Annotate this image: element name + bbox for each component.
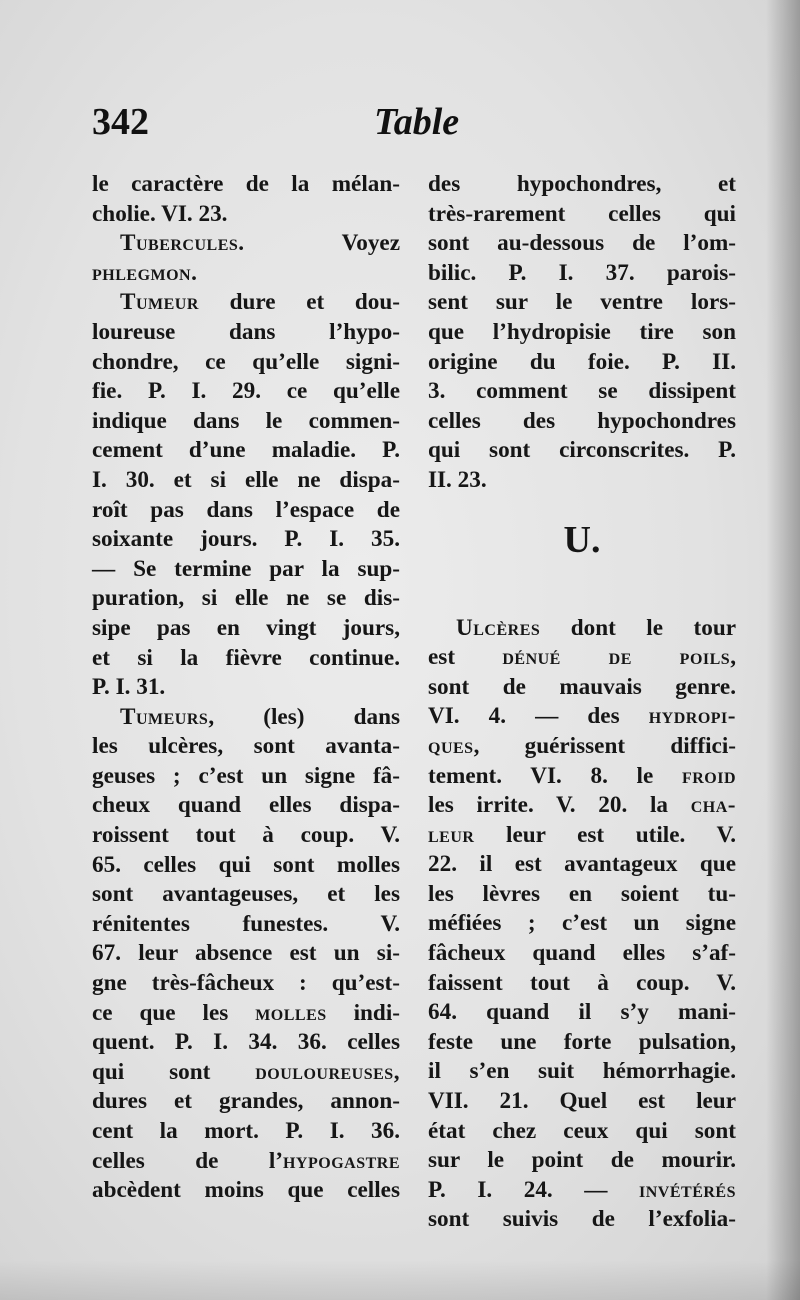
text-line: sur le point de mourir. — [428, 1147, 736, 1174]
text-line — [428, 1176, 736, 1206]
text-fragment: tement. VI. 8. le — [428, 762, 682, 789]
entry-headword: Ulcères — [456, 614, 541, 641]
text-line — [92, 259, 400, 289]
text-line: cholie. VI. 23. — [92, 200, 228, 227]
text-line: geuses ; c’est un signe fâ- — [92, 762, 400, 789]
text-line: 67. leur absence est un si- — [92, 940, 400, 967]
text-line: fie. P. I. 29. ce qu’elle — [92, 378, 400, 405]
text-line: I. 30. et si elle ne dispa- — [92, 466, 400, 493]
section-spacer — [428, 584, 736, 614]
text-line — [92, 999, 400, 1029]
text-line: sont avantageuses, et les — [92, 881, 400, 908]
text-line: faissent tout à coup. V. — [428, 969, 736, 996]
text-fragment: , guérissent diffici- — [473, 732, 736, 759]
text-fragment: , — [730, 644, 736, 671]
text-line — [428, 791, 736, 821]
text-line: sent sur le ventre lors- — [428, 289, 736, 316]
text-line — [92, 1147, 400, 1177]
text-line: que l’hydropisie tire son — [428, 318, 736, 345]
entry-text: dure et dou- — [198, 289, 400, 316]
index-entry-tumeurs — [92, 703, 400, 733]
text-line: 3. comment se dissipent — [428, 378, 736, 405]
text-line: cement d’une maladie. P. — [92, 437, 400, 464]
text-line: et si la fièvre continue. — [92, 644, 400, 671]
text-line — [428, 732, 736, 762]
emphasized-term: hypogastre — [282, 1147, 400, 1174]
text-line: puration, si elle ne se dis- — [92, 585, 400, 612]
text-line: sont de mauvais genre. — [428, 673, 736, 700]
entry-text: , (les) dans — [208, 703, 400, 730]
text-fragment: est — [428, 644, 503, 671]
text-line — [428, 762, 736, 792]
page-number: 342 — [92, 101, 149, 143]
text-line: le caractère de la mélan- — [92, 171, 400, 197]
text-line: fâcheux quand elles s’af- — [428, 940, 736, 967]
text-line: cheux quand elles dispa- — [92, 792, 400, 819]
text-line: dures et grandes, annon- — [92, 1088, 400, 1115]
entry-text: Voyez — [244, 230, 400, 257]
text-line: très-rarement celles qui — [428, 200, 736, 227]
text-line: quent. P. I. 34. 36. celles — [92, 1029, 400, 1056]
text-line: feste une forte pulsation, — [428, 1028, 736, 1055]
text-fragment: celles de l’ — [92, 1147, 283, 1174]
text-line: P. I. 31. — [92, 674, 166, 701]
text-line: roît pas dans l’espace de — [92, 496, 400, 523]
text-fragment: indi- — [326, 999, 400, 1026]
text-line: les lèvres en soient tu- — [428, 880, 736, 907]
text-line: gne très-fâcheux : qu’est- — [92, 970, 400, 997]
text-line: origine du foie. P. II. — [428, 348, 736, 375]
emphasized-term: froid — [681, 762, 736, 789]
text-line: 64. quand il s’y mani- — [428, 999, 736, 1026]
text-line: il s’en suit hémorrhagie. — [428, 1058, 736, 1085]
emphasized-term: invétérés — [639, 1176, 736, 1203]
text-line: rénitentes funestes. V. — [92, 910, 400, 937]
text-line: 65. celles qui sont molles — [92, 851, 400, 878]
entry-text: dont le tour — [540, 614, 736, 641]
emphasized-term: molles — [255, 999, 327, 1026]
text-line: les ulcères, sont avanta- — [92, 733, 400, 760]
emphasized-term: cha- — [690, 792, 736, 819]
text-line — [428, 702, 736, 732]
text-line: sont suivis de l’exfolia- — [428, 1206, 736, 1233]
text-line: bilic. P. I. 37. parois- — [428, 259, 736, 286]
text-line: qui sont circonscrites. P. — [428, 437, 736, 464]
entry-headword: Tubercules. — [120, 230, 245, 257]
page-gutter-shadow — [766, 0, 800, 1300]
right-column — [428, 170, 736, 1235]
text-fragment: ce que les — [92, 999, 256, 1026]
text-line: sipe pas en vingt jours, — [92, 614, 400, 641]
text-fragment: qui sont — [92, 1058, 256, 1085]
text-fragment: les irrite. V. 20. la — [428, 792, 691, 819]
text-line: méfiées ; c’est un signe — [428, 910, 736, 937]
text-line: indique dans le commen- — [92, 407, 400, 434]
running-header — [92, 100, 742, 150]
text-line: celles des hypochondres — [428, 407, 736, 434]
left-column — [92, 170, 400, 1206]
cross-reference: phlegmon. — [92, 259, 198, 286]
text-line: des hypochondres, et — [428, 171, 736, 197]
text-line — [92, 1058, 400, 1088]
text-line: soixante jours. P. I. 35. — [92, 526, 400, 553]
emphasized-term: hydropi- — [648, 703, 736, 730]
text-line: chondre, ce qu’elle signi- — [92, 348, 400, 375]
text-line: 22. il est avantageux que — [428, 851, 736, 878]
text-fragment: VI. 4. — des — [428, 703, 649, 730]
text-line: cent la mort. P. I. 36. — [92, 1118, 400, 1144]
entry-headword: Tumeurs — [120, 703, 209, 730]
index-entry-tubercules — [92, 229, 400, 259]
section-letter-heading: U. — [563, 518, 601, 561]
emphasized-term: dénué de poils — [502, 644, 731, 671]
text-line — [428, 643, 736, 673]
text-line: — Se termine par la sup- — [92, 555, 400, 582]
text-line: loureuse dans l’hypo- — [92, 318, 400, 345]
page-bottom-shadow — [0, 1260, 800, 1300]
entry-headword: Tumeur — [120, 289, 199, 316]
text-line: roissent tout à coup. V. — [92, 822, 400, 849]
text-fragment: P. I. 24. — — [428, 1176, 640, 1203]
text-line: VII. 21. Quel est leur — [428, 1088, 736, 1115]
text-line — [428, 821, 736, 851]
running-title: Table — [374, 101, 460, 143]
text-line: sont au-dessous de l’om- — [428, 230, 736, 257]
text-line: état chez ceux qui sont — [428, 1117, 736, 1144]
emphasized-term: leur — [428, 821, 475, 848]
text-fragment: leur est utile. V. — [474, 821, 736, 848]
text-line: II. 23. — [428, 466, 487, 493]
index-entry-tumeur — [92, 288, 400, 318]
index-entry-ulceres — [428, 614, 736, 644]
emphasized-term: douloureuses, — [255, 1058, 400, 1085]
text-line: abcèdent moins que celles — [92, 1177, 400, 1204]
emphasized-term: ques — [428, 732, 474, 759]
